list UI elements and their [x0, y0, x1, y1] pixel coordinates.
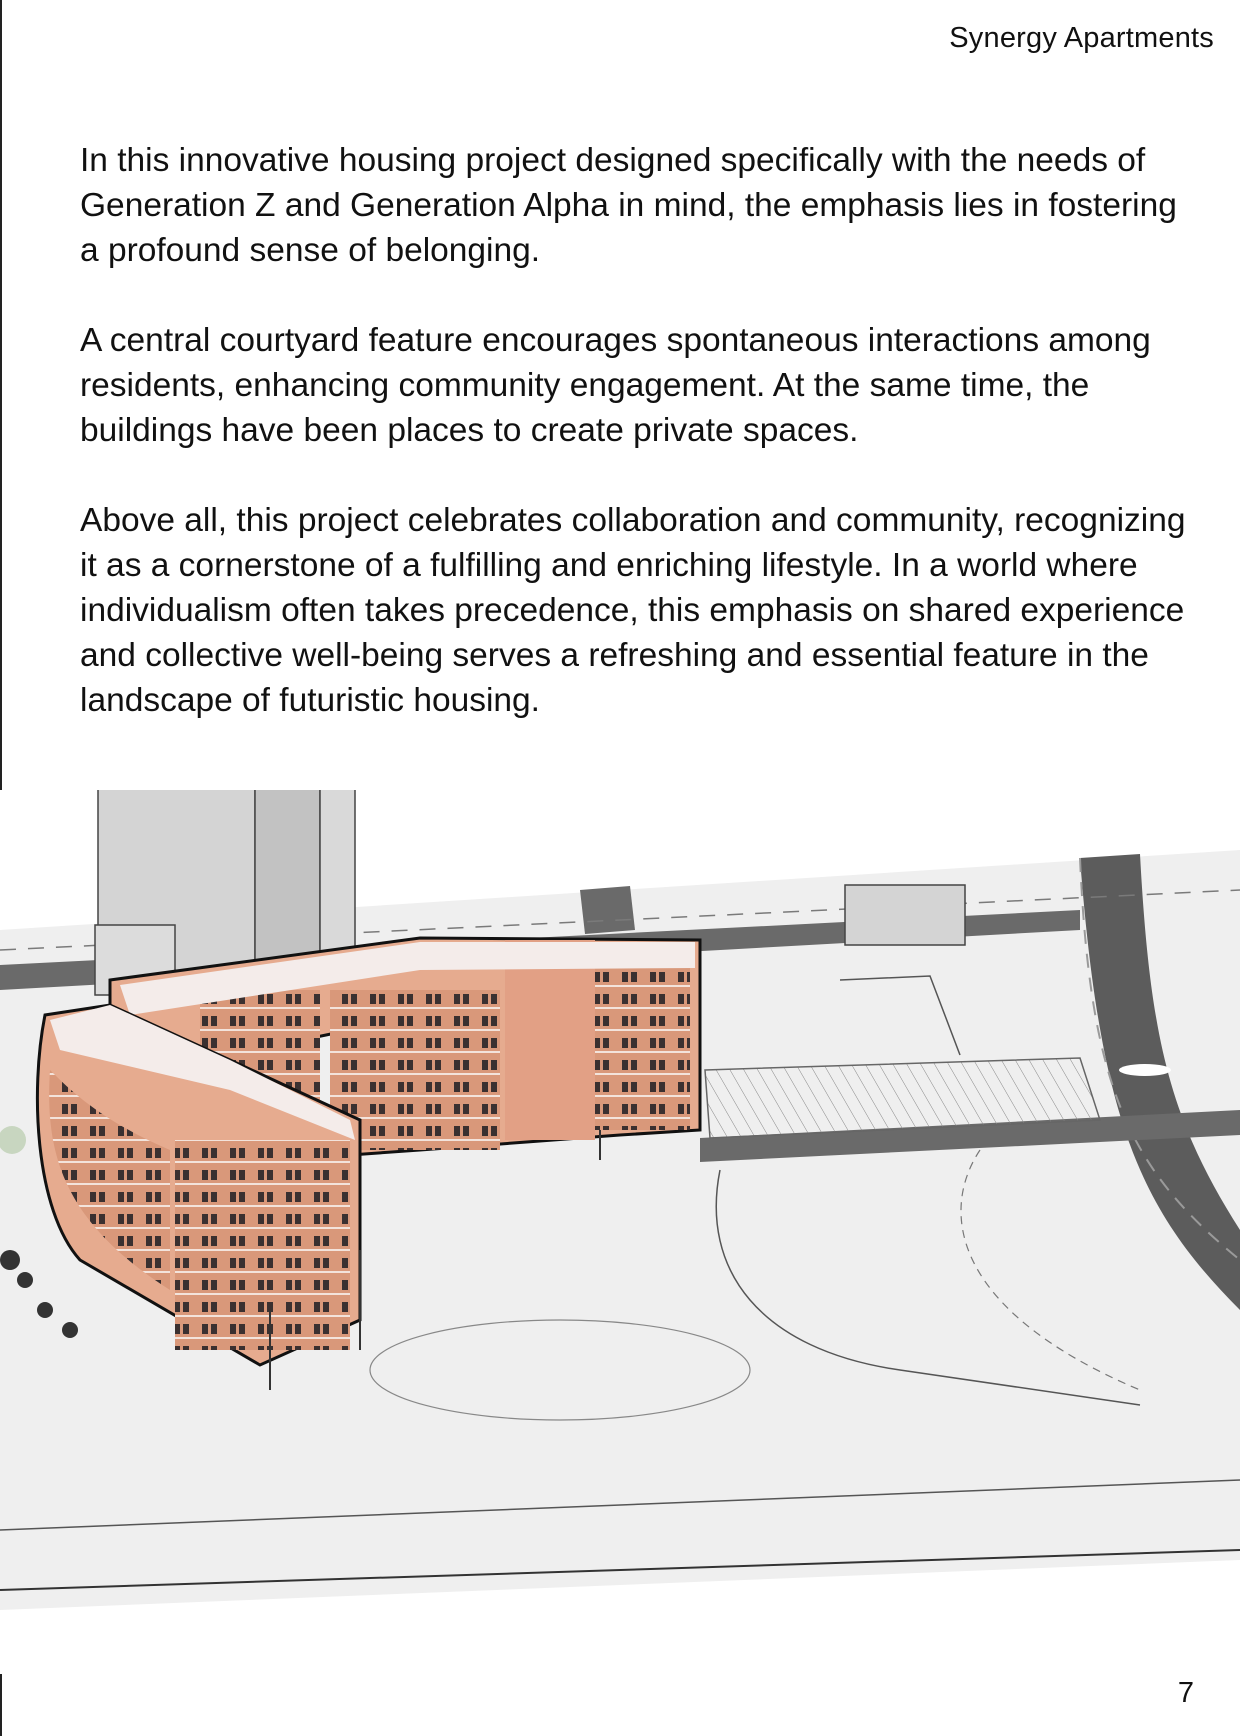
- axonometric-building-illustration: [0, 790, 1240, 1674]
- document-header-title: Synergy Apartments: [949, 22, 1214, 54]
- body-text: [80, 138, 1200, 768]
- page-number: 7: [1177, 1677, 1194, 1709]
- paragraph-3: Above all, this project celebrates collaboration and community, recognizing it as a cornerstone of a fulfilling and enriching lifestyle. In a world where individualism often takes precedence, this emphasis on shared experience and collective well-being serves a refreshing and essential feature in the landscape of futuristic housing.: [80, 502, 1186, 719]
- paragraph-1: In this innovative housing project designed specifically with the needs of Generation Z and Generation Alpha in mind, the emphasis lies in fostering a profound sense of belonging.: [80, 142, 1177, 269]
- paragraph-2: A central courtyard feature encourages spontaneous interactions among residents, enhancing community engagement. At the same time, the buildings have been places to create private spaces.: [80, 322, 1151, 449]
